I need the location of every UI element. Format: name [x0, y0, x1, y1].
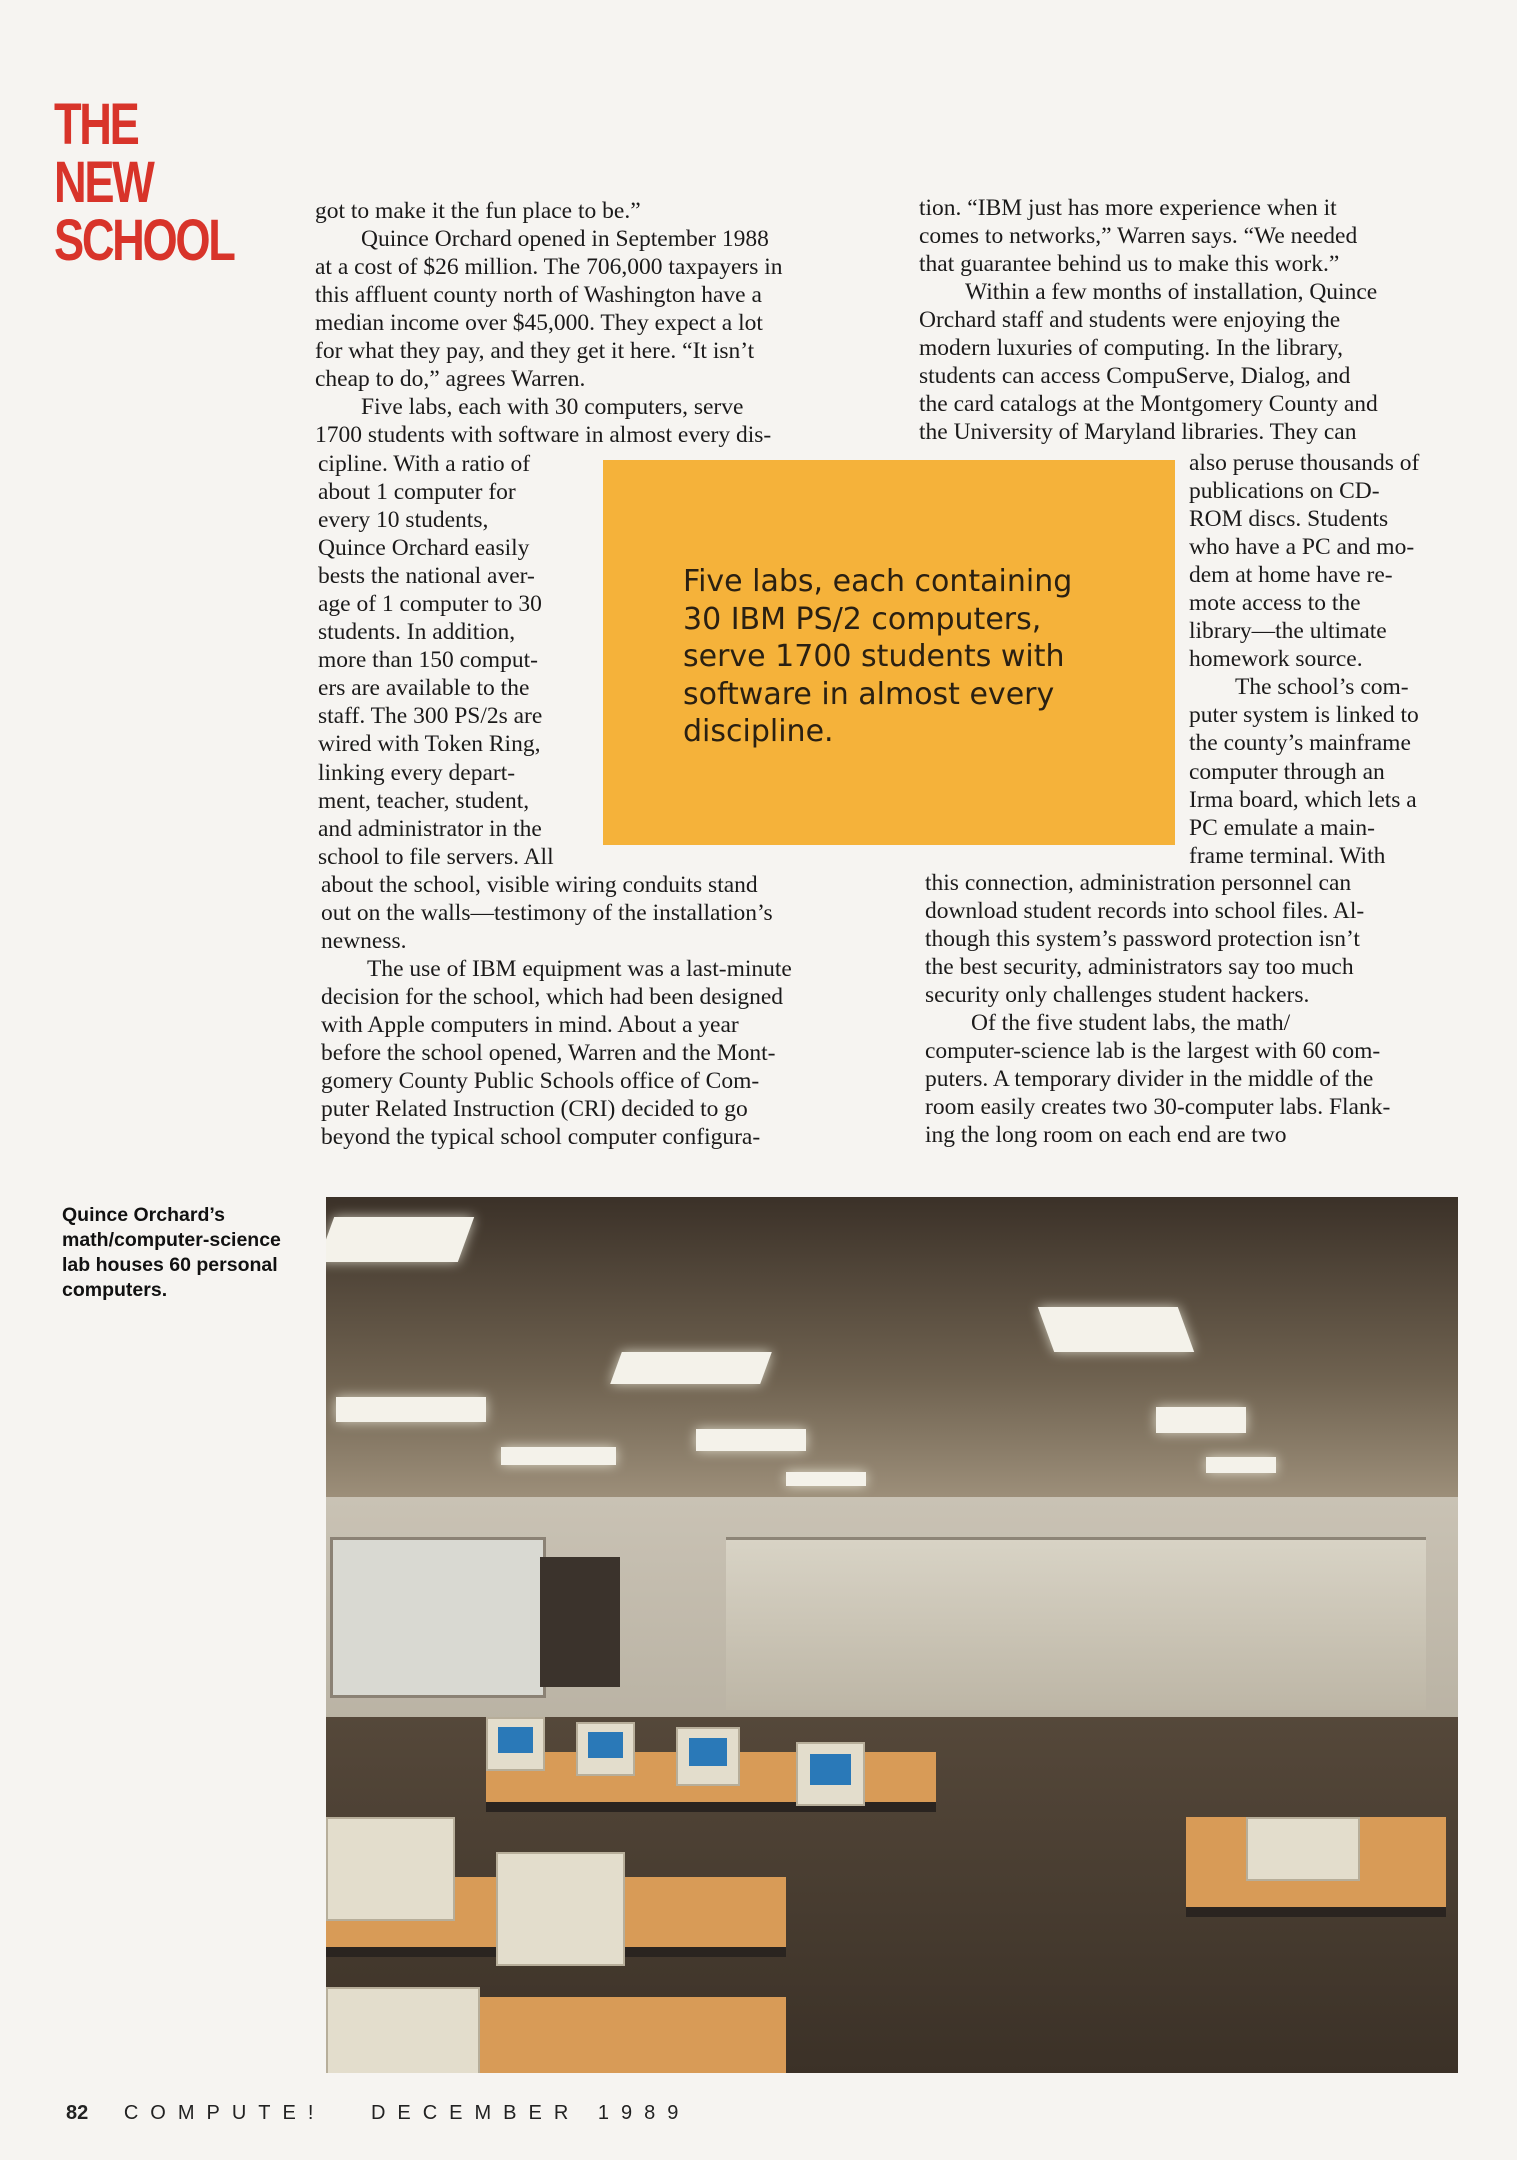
- text-line: decision for the school, which had been designed: [321, 984, 784, 1011]
- text-line: publications on CD-: [1189, 478, 1380, 505]
- magazine-name: COMPUTE!: [123, 2102, 326, 2124]
- text-line: though this system’s password protection isn’t: [925, 926, 1360, 953]
- pull-quote-line: serve 1700 students with: [683, 639, 1065, 674]
- ceiling-light: [501, 1447, 616, 1465]
- text-line: homework source.: [1189, 646, 1363, 673]
- pull-quote-line: Five labs, each containing: [683, 564, 1073, 599]
- text-line: beyond the typical school computer configura-: [321, 1124, 761, 1151]
- text-line: got to make it the fun place to be.”: [315, 198, 641, 224]
- ceiling-light: [610, 1352, 772, 1384]
- text-line: with Apple computers in mind. About a year: [321, 1012, 739, 1039]
- text-line: age of 1 computer to 30: [318, 591, 542, 618]
- text-line: puter system is linked to: [1189, 702, 1419, 729]
- pull-quote-line: 30 IBM PS/2 computers,: [683, 601, 1042, 637]
- text-line: frame terminal. With: [1189, 842, 1386, 869]
- text-line: newness.: [321, 928, 407, 955]
- text-line: The school’s com-: [1235, 674, 1409, 701]
- ceiling-light: [786, 1472, 866, 1486]
- computer-monitor: [676, 1727, 740, 1786]
- text-line: Quince Orchard easily: [318, 535, 530, 562]
- headline-line: NEW: [54, 150, 153, 215]
- ceiling-light: [1156, 1407, 1246, 1433]
- computer-monitor: [326, 1817, 455, 1921]
- text-line: PC emulate a main-: [1189, 814, 1375, 841]
- text-line: for what they pay, and they get it here. “It isn’t: [315, 338, 755, 365]
- computer-monitor: [576, 1722, 635, 1776]
- text-line: room easily creates two 30-computer labs. Flank-: [925, 1094, 1391, 1121]
- text-line: puters. A temporary divider in the middle of the: [925, 1066, 1374, 1093]
- column-2-bottom: [925, 869, 1390, 1149]
- headline-line: SCHOOL: [54, 208, 234, 273]
- column-2-narrow: [1189, 449, 1419, 870]
- text-line: median income over $45,000. They expect a lot: [315, 310, 763, 337]
- text-line: security only challenges student hackers.: [925, 982, 1310, 1009]
- text-line: every 10 students,: [318, 507, 489, 534]
- headline-line: THE: [54, 92, 138, 157]
- text-line: The use of IBM equipment was a last-minute: [367, 956, 792, 983]
- text-line: who have a PC and mo-: [1189, 534, 1415, 561]
- text-line: more than 150 comput-: [318, 647, 538, 674]
- text-line: and administrator in the: [318, 815, 542, 842]
- text-line: cheap to do,” agrees Warren.: [315, 366, 586, 393]
- text-line: the card catalogs at the Montgomery County and: [919, 391, 1378, 418]
- computer-monitor: [486, 1717, 545, 1771]
- text-line: about the school, visible wiring conduits stand: [321, 872, 758, 898]
- text-line: bests the national aver-: [318, 563, 535, 590]
- text-line: the best security, administrators say too much: [925, 954, 1354, 981]
- text-line: cipline. With a ratio of: [318, 451, 531, 477]
- text-line: ROM discs. Students: [1189, 506, 1389, 533]
- text-line: this affluent county north of Washington have a: [315, 282, 762, 309]
- text-line: Irma board, which lets a: [1189, 786, 1417, 813]
- room-divider: [726, 1537, 1426, 1710]
- pull-quote-box: [603, 460, 1175, 845]
- text-line: the University of Maryland libraries. They can: [919, 419, 1357, 446]
- text-line: modern luxuries of computing. In the library,: [919, 335, 1343, 362]
- text-line: Orchard staff and students were enjoying the: [919, 307, 1341, 334]
- text-line: school to file servers. All: [318, 843, 554, 870]
- whiteboard: [330, 1537, 546, 1698]
- ceiling-light: [336, 1397, 486, 1422]
- text-line: Of the five student labs, the math/: [971, 1010, 1291, 1037]
- computer-monitor: [496, 1852, 625, 1966]
- text-line: wired with Token Ring,: [318, 731, 541, 758]
- issue-date: DECEMBER 1989: [370, 2102, 691, 2124]
- pull-quote-text: [683, 563, 1072, 751]
- text-line: computer-science lab is the largest with 60 com-: [925, 1038, 1381, 1065]
- text-line: ing the long room on each end are two: [925, 1122, 1287, 1149]
- text-line: that guarantee behind us to make this work.”: [919, 251, 1340, 278]
- photo-caption: [62, 1203, 281, 1303]
- column-2-top: [919, 194, 1378, 446]
- text-line: before the school opened, Warren and the Mont-: [321, 1040, 776, 1067]
- text-line: this connection, administration personnel can: [925, 870, 1352, 896]
- ceiling-light: [1206, 1457, 1276, 1473]
- ceiling-light: [326, 1217, 474, 1262]
- computer-monitor: [796, 1742, 865, 1806]
- text-line: Five labs, each with 30 computers, serve: [361, 394, 744, 421]
- page-number: 82: [66, 2102, 89, 2124]
- column-1-bottom: [321, 871, 792, 1151]
- printer: [1246, 1817, 1360, 1881]
- text-line: out on the walls—testimony of the installation’s: [321, 900, 773, 927]
- headline: [54, 92, 234, 273]
- text-line: computer through an: [1189, 758, 1385, 785]
- ceiling-light: [1038, 1307, 1194, 1352]
- caption-line: math/computer-science: [62, 1229, 281, 1251]
- computer-lab-photo: [326, 1197, 1458, 2073]
- text-line: students can access CompuServe, Dialog, and: [919, 363, 1351, 390]
- caption-line: computers.: [62, 1279, 168, 1301]
- text-line: library—the ultimate: [1189, 618, 1387, 645]
- column-1-narrow: [318, 450, 554, 871]
- ceiling-light: [696, 1429, 806, 1451]
- column-1-top: [315, 197, 783, 449]
- text-line: staff. The 300 PS/2s are: [318, 703, 543, 730]
- ceiling: [326, 1197, 1458, 1527]
- text-line: puter Related Instruction (CRI) decided to go: [321, 1096, 748, 1123]
- text-line: comes to networks,” Warren says. “We needed: [919, 223, 1358, 250]
- text-line: linking every depart-: [318, 759, 516, 786]
- text-line: mote access to the: [1189, 590, 1361, 617]
- bulletin-board: [540, 1557, 620, 1687]
- caption-line: Quince Orchard’s: [62, 1204, 225, 1226]
- text-line: Quince Orchard opened in September 1988: [361, 226, 769, 253]
- text-line: at a cost of $26 million. The 706,000 taxpayers in: [315, 254, 783, 281]
- text-line: 1700 students with software in almost every dis-: [315, 422, 772, 449]
- text-line: download student records into school files. Al-: [925, 898, 1365, 925]
- text-line: dem at home have re-: [1189, 562, 1393, 589]
- text-line: about 1 computer for: [318, 479, 516, 506]
- pull-quote-line: software in almost every: [683, 676, 1055, 712]
- text-line: ment, teacher, student,: [318, 787, 530, 814]
- text-line: the county’s mainframe: [1189, 730, 1411, 757]
- text-line: Within a few months of installation, Quince: [965, 279, 1378, 306]
- text-line: ers are available to the: [318, 675, 530, 702]
- caption-line: lab houses 60 personal: [62, 1254, 278, 1276]
- computer-monitor: [326, 1987, 480, 2073]
- text-line: tion. “IBM just has more experience when it: [919, 195, 1337, 221]
- page-footer: [66, 2102, 690, 2125]
- text-line: students. In addition,: [318, 619, 516, 646]
- text-line: also peruse thousands of: [1189, 450, 1420, 476]
- pull-quote-line: discipline.: [683, 714, 834, 749]
- text-line: gomery County Public Schools office of Com-: [321, 1068, 760, 1095]
